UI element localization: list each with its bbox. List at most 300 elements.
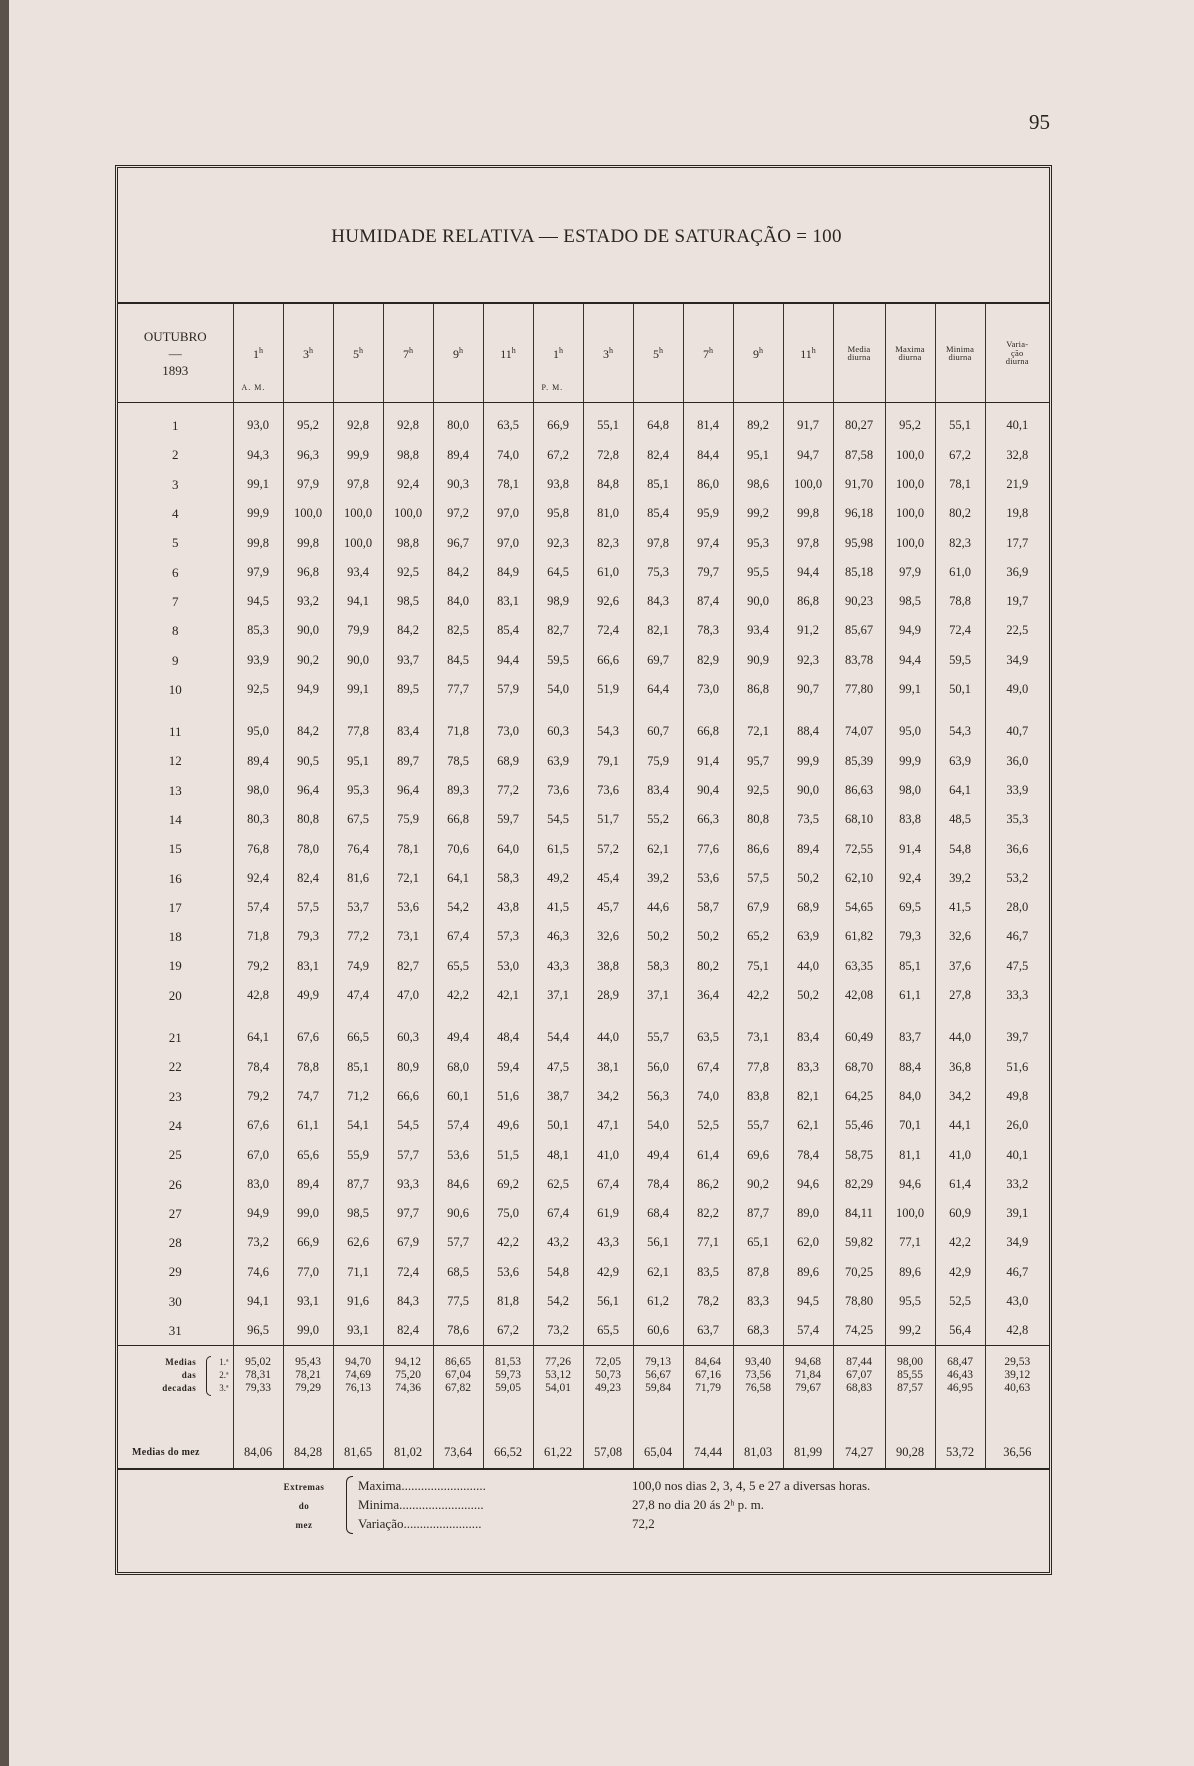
value-cell: 47,0	[383, 981, 433, 1010]
day-cell: 12	[168, 753, 182, 769]
value-cell: 49,4	[633, 1140, 683, 1169]
hour-header-5am	[333, 303, 383, 403]
value-cell: 67,2	[935, 440, 985, 469]
value-cell: 50,1	[533, 1111, 583, 1140]
value-cell: 54,3	[935, 704, 985, 746]
extremes-label-line: mez	[295, 1520, 313, 1530]
value-cell: 90,7	[783, 675, 833, 704]
value-cell: 78,8	[283, 1052, 333, 1081]
decade-means	[118, 1346, 1049, 1407]
decade-label-line: Medias	[165, 1357, 197, 1368]
value-cell: 79,2	[233, 951, 283, 980]
value-cell: 62,0	[783, 1228, 833, 1257]
value-cell: 43,8	[483, 893, 533, 922]
value-cell: 96,5	[233, 1316, 283, 1346]
value-cell: 82,1	[783, 1082, 833, 1111]
hour-suffix: h	[409, 345, 413, 355]
value-cell: 96,4	[283, 776, 333, 805]
value-cell: 44,6	[633, 893, 683, 922]
value-cell: 56,3	[633, 1082, 683, 1111]
value-cell: 89,0	[783, 1199, 833, 1228]
value-cell: 43,3	[583, 1228, 633, 1257]
value-cell: 84,11	[833, 1199, 885, 1228]
month-mean-cell: 81,99	[783, 1406, 833, 1469]
value-cell: 100,0	[885, 440, 935, 469]
value-cell: 95,2	[283, 403, 333, 441]
value-cell: 92,4	[885, 863, 935, 892]
value-cell: 28,9	[583, 981, 633, 1010]
value-cell: 55,46	[833, 1111, 885, 1140]
extreme-leader: ........................	[403, 1516, 482, 1531]
value-cell: 21,9	[985, 470, 1049, 499]
value-cell: 85,39	[833, 746, 885, 775]
value-cell: 42,08	[833, 981, 885, 1010]
value-cell: 94,4	[885, 645, 935, 674]
day-cell: 28	[168, 1235, 182, 1251]
decade-value: 78,21	[295, 1369, 321, 1382]
value-cell: 98,6	[733, 470, 783, 499]
value-cell: 77,0	[283, 1257, 333, 1286]
value-cell: 82,2	[683, 1199, 733, 1228]
value-cell: 71,2	[333, 1082, 383, 1111]
table-row	[118, 893, 1049, 922]
value-cell: 98,8	[383, 528, 433, 557]
decade-value: 67,04	[445, 1369, 471, 1382]
decade-value: 78,31	[245, 1369, 271, 1382]
table-row	[118, 528, 1049, 557]
hour-suffix: h	[659, 345, 663, 355]
value-cell: 89,6	[783, 1257, 833, 1286]
decade-value-cell	[783, 1346, 833, 1407]
hour-suffix: h	[559, 345, 563, 355]
value-cell: 79,3	[283, 922, 333, 951]
value-cell: 61,1	[283, 1111, 333, 1140]
value-cell: 60,6	[633, 1316, 683, 1346]
value-cell: 38,8	[583, 951, 633, 980]
value-cell: 78,6	[433, 1316, 483, 1346]
value-cell: 67,4	[433, 922, 483, 951]
decade-label-line: decadas	[162, 1383, 197, 1394]
value-cell: 99,9	[333, 440, 383, 469]
value-cell: 97,9	[233, 557, 283, 586]
day-cell: 15	[168, 841, 182, 857]
value-cell: 57,7	[383, 1140, 433, 1169]
value-cell: 17,7	[985, 528, 1049, 557]
value-cell: 77,1	[683, 1228, 733, 1257]
value-cell: 72,55	[833, 834, 885, 863]
value-cell: 54,2	[433, 893, 483, 922]
day-cell: 2	[172, 447, 179, 463]
table-row	[118, 1228, 1049, 1257]
day-cell: 9	[172, 652, 179, 668]
value-cell: 41,5	[935, 893, 985, 922]
value-cell: 72,8	[583, 440, 633, 469]
value-cell: 51,9	[583, 675, 633, 704]
value-cell: 85,4	[483, 616, 533, 645]
value-cell: 75,3	[633, 557, 683, 586]
value-cell: 80,3	[233, 805, 283, 834]
value-cell: 47,1	[583, 1111, 633, 1140]
value-cell: 57,4	[233, 893, 283, 922]
day-cell: 26	[168, 1176, 182, 1192]
value-cell: 57,3	[483, 922, 533, 951]
value-cell: 98,5	[885, 587, 935, 616]
value-cell: 36,0	[985, 746, 1049, 775]
value-cell: 40,1	[985, 1140, 1049, 1169]
value-cell: 67,4	[583, 1169, 633, 1198]
hour-value: 3	[603, 346, 609, 361]
value-cell: 82,4	[633, 440, 683, 469]
extreme-maxima-value: 100,0 nos dias 2, 3, 4, 5 e 27 a diversas horas.	[632, 1478, 871, 1493]
month-year-header	[118, 303, 233, 403]
table-row	[118, 616, 1049, 645]
value-cell: 78,3	[683, 616, 733, 645]
value-cell: 57,4	[433, 1111, 483, 1140]
value-cell: 40,7	[985, 704, 1049, 746]
value-cell: 57,7	[433, 1228, 483, 1257]
value-cell: 49,8	[985, 1082, 1049, 1111]
month-mean-cell: 90,28	[885, 1406, 935, 1469]
value-cell: 42,2	[483, 1228, 533, 1257]
value-cell: 81,0	[583, 499, 633, 528]
value-cell: 96,4	[383, 776, 433, 805]
value-cell: 54,5	[533, 805, 583, 834]
decade-value: 74,69	[345, 1369, 371, 1382]
value-cell: 93,0	[233, 403, 283, 441]
value-cell: 83,1	[283, 951, 333, 980]
value-cell: 55,7	[733, 1111, 783, 1140]
value-cell: 82,5	[433, 616, 483, 645]
decade-value-cell	[433, 1346, 483, 1407]
value-cell: 33,2	[985, 1169, 1049, 1198]
value-cell: 88,4	[783, 704, 833, 746]
value-cell: 56,1	[633, 1228, 683, 1257]
day-cell: 21	[168, 1030, 182, 1046]
value-cell: 85,67	[833, 616, 885, 645]
month-mean-cell: 81,03	[733, 1406, 783, 1469]
month-mean-cell: 66,52	[483, 1406, 533, 1469]
value-cell: 68,5	[433, 1257, 483, 1286]
day-cell: 13	[168, 782, 182, 798]
decade-value: 76,58	[745, 1382, 771, 1395]
value-cell: 75,9	[633, 746, 683, 775]
decade-value: 50,73	[595, 1369, 621, 1382]
value-cell: 60,9	[935, 1199, 985, 1228]
day-cell: 22	[168, 1059, 182, 1075]
value-cell: 41,5	[533, 893, 583, 922]
table-row	[118, 470, 1049, 499]
daily-rows	[118, 403, 1049, 1346]
decade-value: 93,40	[745, 1356, 771, 1369]
value-cell: 90,3	[433, 470, 483, 499]
value-cell: 65,2	[733, 922, 783, 951]
hour-value: 1	[553, 346, 559, 361]
value-cell: 93,1	[333, 1316, 383, 1346]
value-cell: 82,3	[583, 528, 633, 557]
value-cell: 22,5	[985, 616, 1049, 645]
value-cell: 60,7	[633, 704, 683, 746]
value-cell: 53,7	[333, 893, 383, 922]
value-cell: 96,3	[283, 440, 333, 469]
value-cell: 59,5	[935, 645, 985, 674]
value-cell: 50,2	[783, 981, 833, 1010]
decade-value: 76,13	[345, 1382, 371, 1395]
value-cell: 79,7	[683, 557, 733, 586]
value-cell: 40,1	[985, 403, 1049, 441]
value-cell: 64,0	[483, 834, 533, 863]
value-cell: 78,4	[233, 1052, 283, 1081]
value-cell: 85,1	[333, 1052, 383, 1081]
value-cell: 47,4	[333, 981, 383, 1010]
value-cell: 72,1	[383, 863, 433, 892]
value-cell: 73,2	[533, 1316, 583, 1346]
value-cell: 94,5	[233, 587, 283, 616]
value-cell: 77,7	[433, 675, 483, 704]
month-mean-cell: 61,22	[533, 1406, 583, 1469]
value-cell: 96,7	[433, 528, 483, 557]
hour-suffix: h	[459, 345, 463, 355]
value-cell: 92,3	[533, 528, 583, 557]
value-cell: 79,3	[885, 922, 935, 951]
value-cell: 83,0	[233, 1169, 283, 1198]
value-cell: 58,75	[833, 1140, 885, 1169]
decade-value: 81,53	[495, 1356, 521, 1369]
value-cell: 61,4	[683, 1140, 733, 1169]
value-cell: 49,4	[433, 1010, 483, 1052]
day-cell: 18	[168, 929, 182, 945]
value-cell: 57,5	[283, 893, 333, 922]
value-cell: 42,8	[233, 981, 283, 1010]
value-cell: 94,5	[783, 1287, 833, 1316]
value-cell: 52,5	[935, 1287, 985, 1316]
value-cell: 50,2	[633, 922, 683, 951]
value-cell: 83,78	[833, 645, 885, 674]
value-cell: 81,1	[885, 1140, 935, 1169]
decade-value: 75,20	[395, 1369, 421, 1382]
value-cell: 88,4	[885, 1052, 935, 1081]
value-cell: 89,5	[383, 675, 433, 704]
value-cell: 55,2	[633, 805, 683, 834]
decade-value: 87,44	[846, 1356, 872, 1369]
value-cell: 53,2	[985, 863, 1049, 892]
value-cell: 77,1	[885, 1228, 935, 1257]
hour-suffix: h	[259, 345, 263, 355]
value-cell: 87,4	[683, 587, 733, 616]
value-cell: 100,0	[333, 499, 383, 528]
decade-value: 79,33	[245, 1382, 271, 1395]
hour-suffix: h	[709, 345, 713, 355]
value-cell: 87,58	[833, 440, 885, 469]
value-cell: 74,6	[233, 1257, 283, 1286]
value-cell: 32,6	[583, 922, 633, 951]
decade-value-cell	[633, 1346, 683, 1407]
value-cell: 95,7	[733, 746, 783, 775]
value-cell: 80,8	[733, 805, 783, 834]
value-cell: 95,5	[885, 1287, 935, 1316]
value-cell: 32,6	[935, 922, 985, 951]
value-cell: 63,5	[683, 1010, 733, 1052]
value-cell: 70,25	[833, 1257, 885, 1286]
value-cell: 91,2	[783, 616, 833, 645]
value-cell: 75,9	[383, 805, 433, 834]
month-mean-cell: 65,04	[633, 1406, 683, 1469]
day-cell: 25	[168, 1147, 182, 1163]
value-cell: 90,4	[683, 776, 733, 805]
value-cell: 36,6	[985, 834, 1049, 863]
value-cell: 54,5	[383, 1111, 433, 1140]
value-cell: 86,63	[833, 776, 885, 805]
value-cell: 85,3	[233, 616, 283, 645]
value-cell: 100,0	[885, 528, 935, 557]
value-cell: 82,1	[633, 616, 683, 645]
extreme-variacao-value: 72,2	[632, 1516, 655, 1531]
value-cell: 42,8	[985, 1316, 1049, 1346]
value-cell: 42,2	[935, 1228, 985, 1257]
decade-value-cell	[283, 1346, 333, 1407]
value-cell: 61,9	[583, 1199, 633, 1228]
page-number: 95	[1029, 110, 1050, 134]
value-cell: 68,10	[833, 805, 885, 834]
humidity-table	[118, 302, 1049, 1470]
table-row	[118, 863, 1049, 892]
decade-value: 59,73	[495, 1369, 521, 1382]
hour-header-3pm	[583, 303, 633, 403]
value-cell: 62,1	[633, 1257, 683, 1286]
value-cell: 54,0	[633, 1111, 683, 1140]
value-cell: 65,5	[433, 951, 483, 980]
table-row	[118, 1316, 1049, 1346]
value-cell: 56,4	[935, 1316, 985, 1346]
value-cell: 69,6	[733, 1140, 783, 1169]
value-cell: 51,7	[583, 805, 633, 834]
header-line: Media	[847, 343, 871, 354]
value-cell: 59,7	[483, 805, 533, 834]
value-cell: 61,1	[885, 981, 935, 1010]
value-cell: 42,9	[583, 1257, 633, 1286]
value-cell: 90,2	[733, 1169, 783, 1198]
value-cell: 62,1	[783, 1111, 833, 1140]
decade-label-cell	[118, 1346, 233, 1407]
value-cell: 41,0	[935, 1140, 985, 1169]
value-cell: 58,7	[683, 893, 733, 922]
value-cell: 46,7	[985, 922, 1049, 951]
value-cell: 86,6	[733, 834, 783, 863]
value-cell: 84,2	[283, 704, 333, 746]
value-cell: 76,8	[233, 834, 283, 863]
value-cell: 65,6	[283, 1140, 333, 1169]
value-cell: 48,5	[935, 805, 985, 834]
value-cell: 58,3	[483, 863, 533, 892]
value-cell: 93,1	[283, 1287, 333, 1316]
table-header-row	[118, 303, 1049, 403]
value-cell: 39,2	[935, 863, 985, 892]
value-cell: 92,4	[233, 863, 283, 892]
value-cell: 64,5	[533, 557, 583, 586]
value-cell: 73,2	[233, 1228, 283, 1257]
value-cell: 83,4	[633, 776, 683, 805]
value-cell: 62,6	[333, 1228, 383, 1257]
value-cell: 67,4	[683, 1052, 733, 1081]
decade-value: 53,12	[545, 1369, 571, 1382]
value-cell: 97,4	[683, 528, 733, 557]
value-cell: 57,9	[483, 675, 533, 704]
decade-row	[118, 1346, 1049, 1407]
value-cell: 92,6	[583, 587, 633, 616]
extreme-minima-value: 27,8 no dia 20 ás 2ʰ p. m.	[632, 1497, 764, 1512]
value-cell: 66,3	[683, 805, 733, 834]
media-diurna-header	[833, 303, 885, 403]
value-cell: 89,7	[383, 746, 433, 775]
humidity-table-wrapper	[118, 302, 1049, 1470]
value-cell: 26,0	[985, 1111, 1049, 1140]
hour-header-1pm	[533, 303, 583, 403]
value-cell: 80,27	[833, 403, 885, 441]
value-cell: 63,9	[533, 746, 583, 775]
value-cell: 84,6	[433, 1169, 483, 1198]
decade-value: 72,05	[595, 1356, 621, 1369]
value-cell: 84,4	[683, 440, 733, 469]
value-cell: 68,3	[733, 1316, 783, 1346]
table-row	[118, 746, 1049, 775]
value-cell: 78,1	[935, 470, 985, 499]
value-cell: 92,5	[383, 557, 433, 586]
decade-value-cell	[533, 1346, 583, 1407]
value-cell: 99,9	[233, 499, 283, 528]
value-cell: 73,1	[733, 1010, 783, 1052]
value-cell: 63,9	[783, 922, 833, 951]
month-means-body	[118, 1406, 1049, 1469]
table-frame	[115, 165, 1052, 1575]
value-cell: 49,2	[533, 863, 583, 892]
day-cell: 6	[172, 564, 179, 580]
value-cell: 33,9	[985, 776, 1049, 805]
value-cell: 91,4	[885, 834, 935, 863]
value-cell: 62,10	[833, 863, 885, 892]
table-row	[118, 776, 1049, 805]
value-cell: 78,8	[935, 587, 985, 616]
value-cell: 38,1	[583, 1052, 633, 1081]
value-cell: 47,5	[533, 1052, 583, 1081]
value-cell: 54,3	[583, 704, 633, 746]
decade-value: 67,07	[846, 1369, 872, 1382]
value-cell: 71,8	[433, 704, 483, 746]
value-cell: 49,9	[283, 981, 333, 1010]
value-cell: 94,7	[783, 440, 833, 469]
maxima-diurna-header	[885, 303, 935, 403]
header-line: diurna	[847, 352, 871, 362]
value-cell: 55,1	[583, 403, 633, 441]
value-cell: 82,29	[833, 1169, 885, 1198]
decade-value: 74,36	[395, 1382, 421, 1395]
decade-value-cell	[733, 1346, 783, 1407]
hour-suffix: h	[309, 345, 313, 355]
value-cell: 47,5	[985, 951, 1049, 980]
decade-value-cell	[383, 1346, 433, 1407]
value-cell: 94,9	[233, 1199, 283, 1228]
value-cell: 84,2	[383, 616, 433, 645]
value-cell: 82,4	[283, 863, 333, 892]
value-cell: 98,9	[533, 587, 583, 616]
value-cell: 98,0	[233, 776, 283, 805]
extreme-name: Maxima	[358, 1478, 402, 1493]
value-cell: 84,8	[583, 470, 633, 499]
hour-header-11pm	[783, 303, 833, 403]
value-cell: 86,2	[683, 1169, 733, 1198]
value-cell: 42,2	[733, 981, 783, 1010]
value-cell: 48,4	[483, 1010, 533, 1052]
table-row	[118, 981, 1049, 1010]
value-cell: 89,4	[233, 746, 283, 775]
